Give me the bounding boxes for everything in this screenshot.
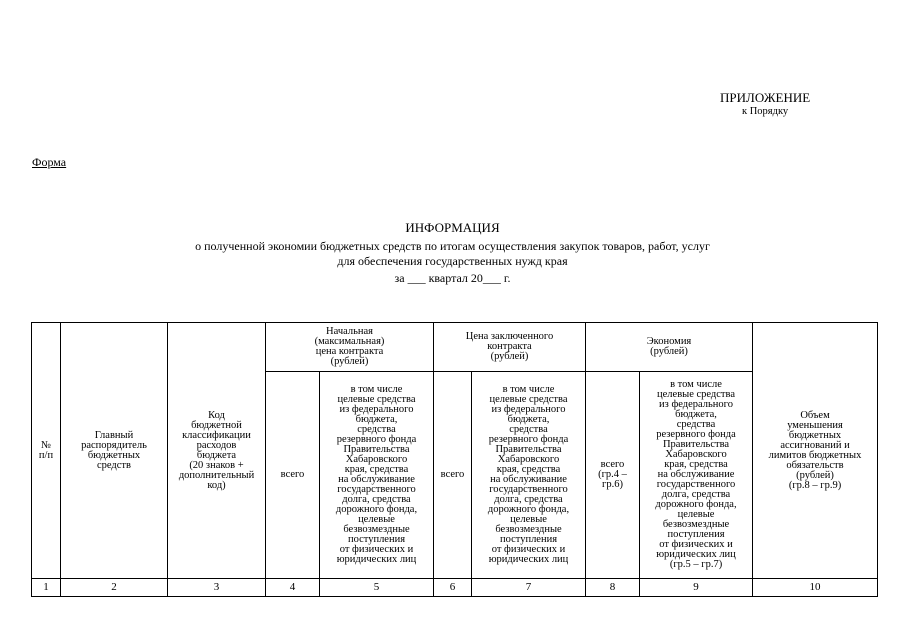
table-header-row-1 [32,323,878,372]
appendix-subtitle: к Порядку [742,106,789,117]
column-number-cell: 3 [168,579,266,597]
header-text-reduction: Объем уменьшения бюджетных ассигнований и лимитов бюджетных обязательств (рублей) (гр.8 – гр.9) [768,409,862,491]
column-number-cell: 5 [320,579,434,597]
report-table [31,322,878,597]
header-text-initial-price: Начальная (максимальная) цена контракта (рублей) [314,326,385,367]
header-text-savings-total: всего (гр.4 – гр.6) [598,459,627,490]
header-cell-budget-code [168,323,266,579]
header-cell-contract-price [434,323,586,372]
header-cell-row-number [32,323,61,579]
document-subtitle-line1: о полученной экономии бюджетных средств по итогам осуществления закупок товаров, работ, услуг [195,239,710,253]
column-number-cell: 1 [32,579,61,597]
header-text-contract-total: всего [440,469,465,480]
header-text-savings-targeted: в том числе целевые средства из федерального бюджета, средства резервного фонда Правительства Хабаровского края, средства на обслуживание государственного долга, средства дорожного фонда, целевые безвозмездные поступления от физических и юридических лиц (гр.5 – гр.7) [655,379,737,570]
header-text-row-number: № п/п [38,439,54,461]
column-number-cell: 6 [434,579,472,597]
column-number-cell: 8 [586,579,640,597]
column-number-cell: 4 [266,579,320,597]
header-text-contract-targeted: в том числе целевые средства из федерального бюджета, средства резервного фонда Правительства Хабаровского края, средства на обслуживание государственного долга, средства дорожного фонда, целевые безвозмездные поступления от физических и юридических лиц [487,384,570,565]
header-cell-savings-total [586,372,640,579]
header-cell-contract-targeted [472,372,586,579]
form-label: Форма [32,155,67,169]
header-text-contract-price: Цена заключенного контракта (рублей) [465,331,554,362]
table-column-numbers-row [32,579,878,597]
header-cell-contract-total [434,372,472,579]
column-number-cell: 2 [61,579,168,597]
document-subtitle-line2: для обеспечения государственных нужд края [337,254,568,268]
header-cell-manager [61,323,168,579]
header-cell-initial-targeted [320,372,434,579]
document-title: ИНФОРМАЦИЯ [405,220,500,235]
column-number-cell: 10 [753,579,878,597]
column-number-cell: 9 [640,579,753,597]
header-cell-initial-total [266,372,320,579]
appendix-title: ПРИЛОЖЕНИЕ [720,90,811,105]
column-number-cell: 7 [472,579,586,597]
header-text-initial-total: всего [280,469,305,480]
header-cell-initial-price [266,323,434,372]
header-text-savings: Экономия (рублей) [646,336,692,357]
header-cell-savings [586,323,753,372]
header-text-manager: Главный распорядитель бюджетных средств [81,429,147,471]
header-text-initial-targeted: в том числе целевые средства из федерального бюджета, средства резервного фонда Правительства Хабаровского края, средства на обслуживание государственного долга, средства дорожного фонда, целевые безвозмездные поступления от физических и юридических лиц [335,384,418,565]
header-cell-reduction [753,323,878,579]
header-text-budget-code: Код бюджетной классификации расходов бюджета (20 знаков + дополнительный код) [178,409,255,491]
header-cell-savings-targeted [640,372,753,579]
document-period-line: за ___ квартал 20___ г. [394,271,511,285]
